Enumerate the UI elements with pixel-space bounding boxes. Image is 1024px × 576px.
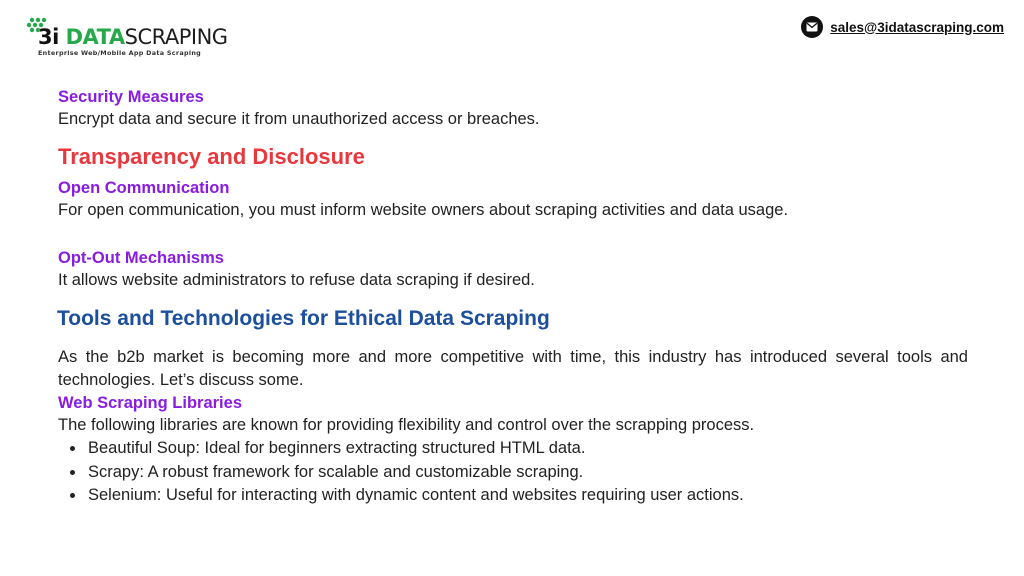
list-item: • Beautiful Soup: Ideal for beginners extracting structured HTML data. (86, 437, 968, 461)
list-item: • Scrapy: A robust framework for scalable and customizable scraping. (86, 461, 968, 485)
logo-number: 3i (38, 25, 59, 49)
list-item: • Selenium: Useful for interacting with dynamic content and websites requiring user actions. (86, 484, 968, 508)
open-communication-heading: Open Communication (58, 179, 230, 197)
logo-wordmark (38, 25, 228, 49)
main-content (58, 86, 968, 508)
company-logo[interactable] (26, 16, 226, 60)
logo-word-scraping: SCRAPING (124, 25, 228, 49)
tools-intro: As the b2b market is becoming more and more competitive with time, this industry has introduced several tools and technologies. Let’s discuss some. (58, 348, 968, 389)
security-heading: Security Measures (58, 88, 204, 106)
opt-out-text: It allows website administrators to refuse data scraping if desired. (58, 271, 535, 289)
open-communication-text: For open communication, you must inform website owners about scraping activities and data usage. (58, 201, 789, 219)
opt-out-heading: Opt-Out Mechanisms (58, 249, 224, 267)
email-link[interactable]: sales@3idatascraping.com (830, 19, 1004, 35)
mail-icon (801, 16, 823, 38)
libraries-heading: Web Scraping Libraries (58, 394, 242, 412)
logo-word-data: DATA (65, 25, 125, 49)
libraries-list (58, 437, 968, 508)
email-contact (801, 16, 1004, 38)
transparency-title: Transparency and Disclosure (58, 144, 365, 169)
security-text: Encrypt data and secure it from unauthorized access or breaches. (58, 110, 540, 128)
libraries-text: The following libraries are known for providing flexibility and control over the scrapping process. (58, 416, 755, 434)
logo-tagline: Enterprise Web/Mobile App Data Scraping (38, 49, 202, 57)
tools-title: Tools and Technologies for Ethical Data Scraping (57, 307, 550, 330)
